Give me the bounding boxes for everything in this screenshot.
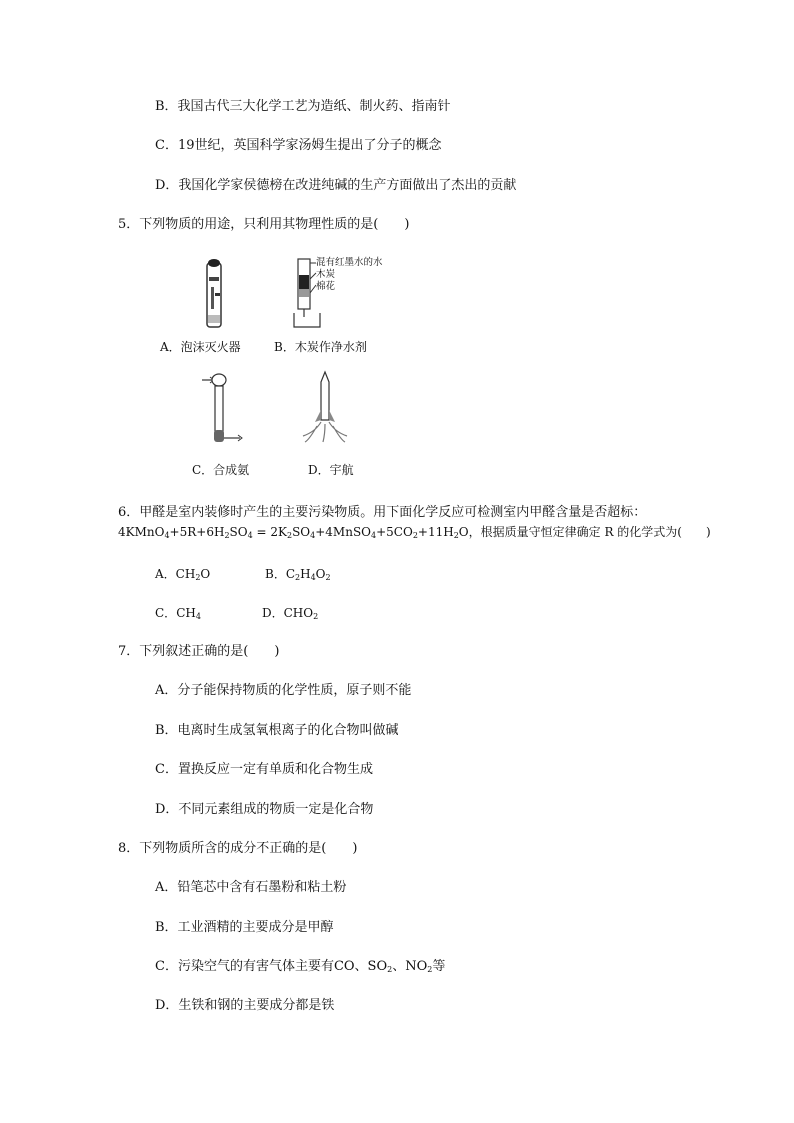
fire-extinguisher-illustration (195, 257, 235, 332)
q6-equation-tail: ，根据质量守恒定律确定 R 的化学式为( ) (468, 525, 711, 539)
annotation-charcoal: 木炭 (316, 269, 336, 280)
q5-figure (150, 255, 402, 480)
ammonia-synthesis-illustration (200, 370, 250, 450)
option-b-label: B．木炭作净水剂 (274, 340, 367, 354)
q7-option-a: A．分子能保持物质的化学性质，原子则不能 (155, 683, 412, 698)
q8-option-a: A．铅笔芯中含有石墨粉和粘土粉 (155, 880, 347, 895)
q6-stem: 6．甲醛是室内装修时产生的主要污染物质。用下面化学反应可检测室内甲醛含量是否超标： (118, 505, 647, 520)
q5-stem: 5．下列物质的用途，只利用其物理性质的是( ) (118, 217, 410, 232)
option-a-label: A．泡沫灭火器 (160, 340, 241, 354)
q8-stem: 8．下列物质所含的成分不正确的是( ) (118, 841, 358, 856)
q7-option-c: C．置换反应一定有单质和化合物生成 (155, 762, 373, 777)
annotation-colored-water: 混有红墨水的水 (316, 257, 383, 268)
q4-option-d: D．我国化学家侯德榜在改进纯碱的生产方面做出了杰出的贡献 (155, 178, 517, 193)
q4-option-b: B．我国古代三大化学工艺为造纸、制火药、指南针 (155, 99, 451, 114)
option-c-label: C．合成氨 (192, 463, 250, 477)
q6-option-c: C．$CH_4$ (155, 606, 201, 621)
q8-option-d: D．生铁和钢的主要成分都是铁 (155, 998, 335, 1013)
q6-option-d: D．$CHO_2$ (262, 606, 319, 621)
q6-option-a: A．$CH_2O$ (155, 567, 211, 582)
option-d-label: D．宇航 (308, 463, 354, 477)
q8-option-c: C．污染空气的有害气体主要有CO、$SO_2$、$NO_2$等 (155, 959, 446, 974)
rocket-launch-illustration (295, 370, 355, 450)
q7-option-b: B．电离时生成氢氧根离子的化合物叫做碱 (155, 723, 399, 738)
q4-option-c: C．19世纪，英国科学家汤姆生提出了分子的概念 (155, 138, 442, 153)
q7-option-d: D．不同元素组成的物质一定是化合物 (155, 802, 374, 817)
q8-option-b: B．工业酒精的主要成分是甲醇 (155, 920, 334, 935)
q6-equation: $4KMnO_4+5R+6H_2SO_4$ = $2K_2SO_4+4MnSO_4+5CO_2+11H_2O$，根据质量守恒定律确定 R 的化学式为( ) (118, 525, 711, 540)
annotation-cotton: 棉花 (316, 281, 336, 292)
q6-option-b: B．$C_2H_4O_2$ (265, 567, 331, 582)
q7-stem: 7．下列叙述正确的是( ) (118, 644, 280, 659)
